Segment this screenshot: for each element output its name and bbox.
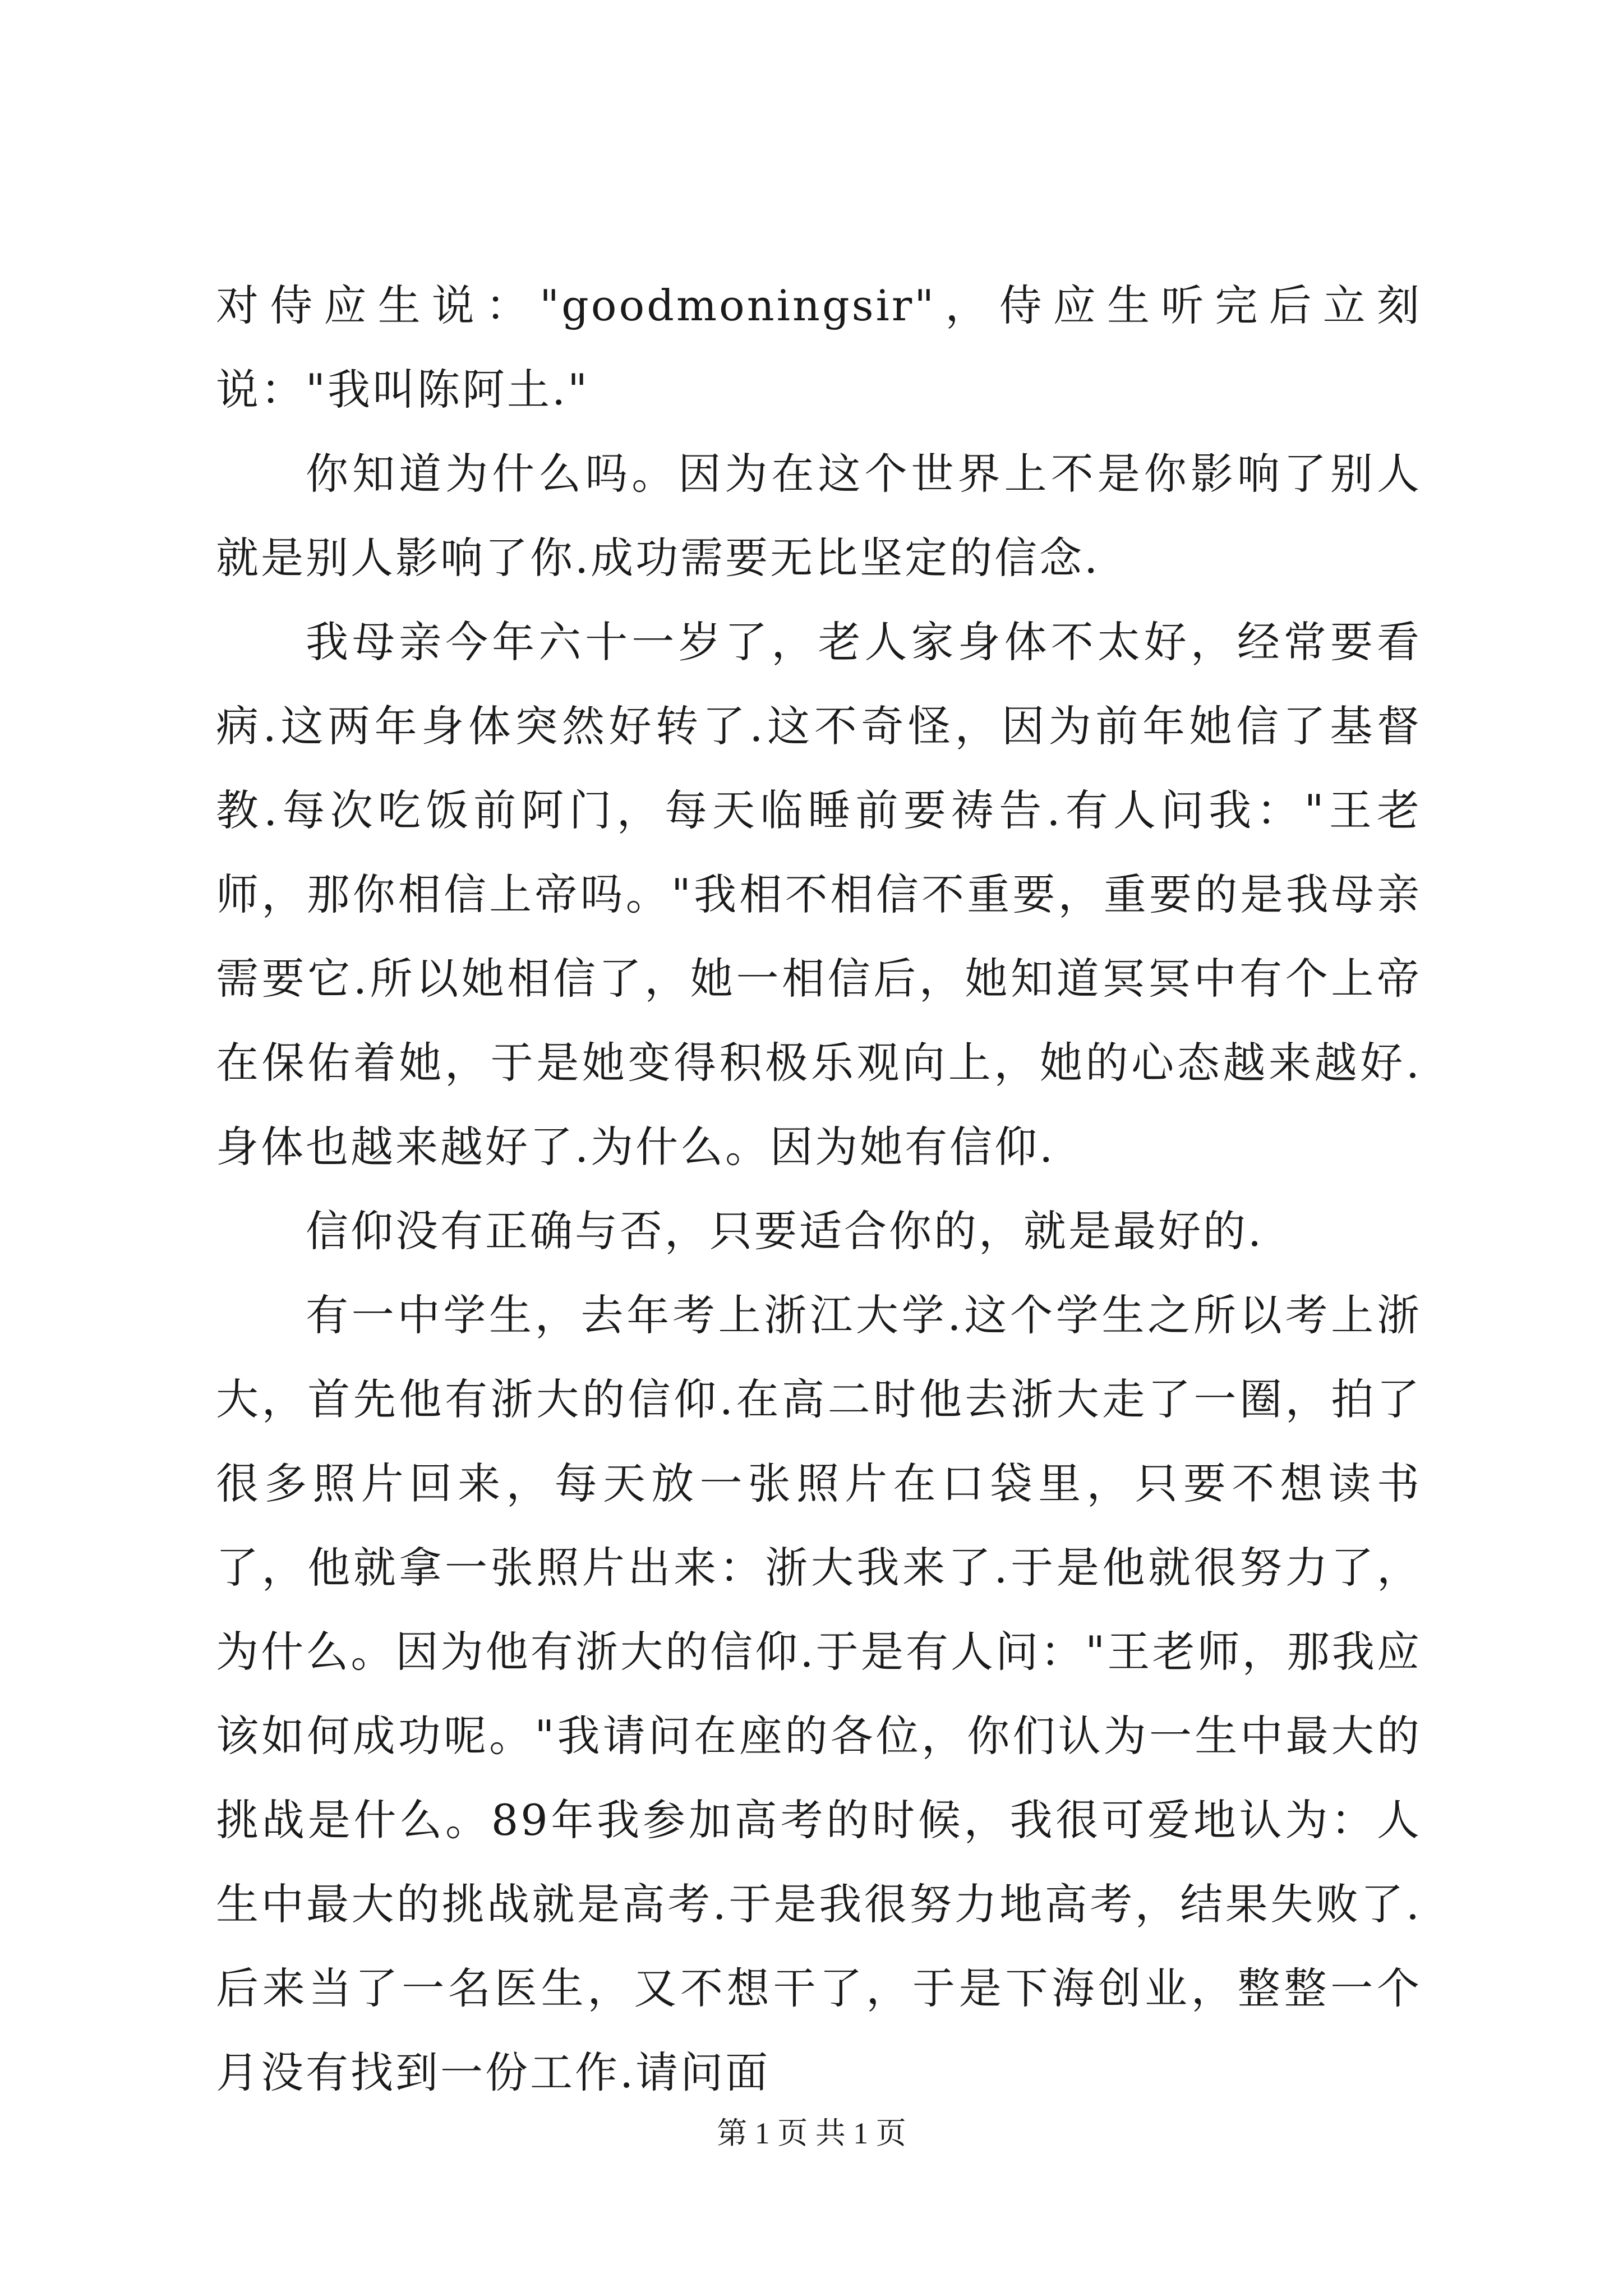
page-footer <box>0 2114 1623 2153</box>
page-number-label: 第 1 页 共 1 页 <box>717 2116 906 2150</box>
paragraph-3: 我母亲今年六十一岁了，老人家身体不太好，经常要看病.这两年身体突然好转了.这不奇怪，因为前年她信了基督教.每次吃饭前阿门，每天临睡前要祷告.有人问我："王老师，那你相信上帝吗。"我相不相信不重要，重要的是我母亲需要它.所以她相信了，她一相信后，她知道冥冥中有个上帝在保佑着她，于是她变得积极乐观向上，她的心态越来越好.身体也越来越好了.为什么。因为她有信仰. <box>216 617 1422 1172</box>
paragraph-5: 有一中学生，去年考上浙江大学.这个学生之所以考上浙大，首先他有浙大的信仰.在高二时他去浙大走了一圈，拍了很多照片回来，每天放一张照片在口袋里，只要不想读书了，他就拿一张照片出来：浙大我来了.于是他就很努力了，为什么。因为他有浙大的信仰.于是有人问："王老师，那我应该如何成功呢。"我请问在座的各位，你们认为一生中最大的挑战是什么。89年我参加高考的时候，我很可爱地认为：人生中最大的挑战就是高考.于是我很努力地高考，结果失败了.后来当了一名医生，又不想干了，于是下海创业，整整一个月没有找到一份工作.请问面 <box>216 1290 1422 2097</box>
document-body <box>216 264 1422 2115</box>
paragraph-2: 你知道为什么吗。因为在这个世界上不是你影响了别人就是别人影响了你.成功需要无比坚定的信念. <box>216 449 1422 583</box>
paragraph-1: 对侍应生说："goodmoningsir"，侍应生听完后立刻说："我叫陈阿土." <box>216 280 1422 415</box>
paragraph-4: 信仰没有正确与否，只要适合你的，就是最好的. <box>306 1206 1264 1256</box>
